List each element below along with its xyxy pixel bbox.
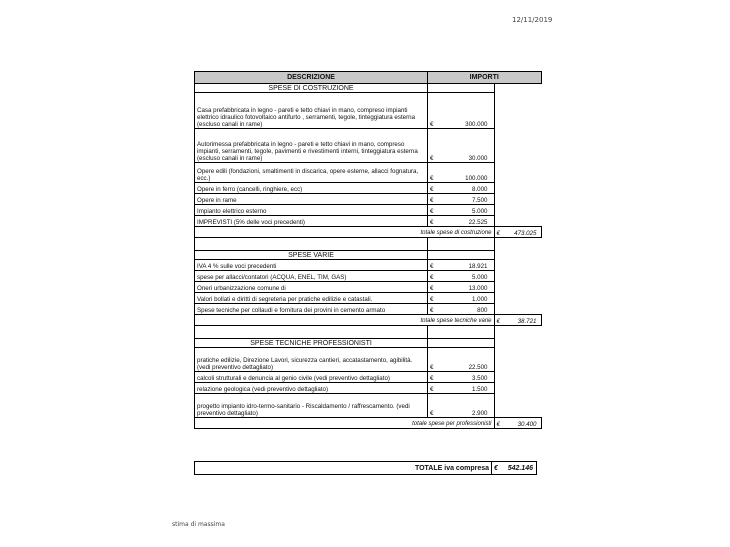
line-item-amount: 3.500 <box>444 372 494 383</box>
line-item-amount: 800 <box>444 304 494 315</box>
line-item-description: Autorimessa prefabbricata in legno - pareti e tetto chiavi in mano, compreso impianti, serramenti, tegole, pavimenti e rivestimenti interni, tinteggiatura esterna (escluso canali in rame) <box>195 129 428 163</box>
section-title-row <box>195 339 542 348</box>
line-item-row <box>195 348 542 372</box>
line-item-row <box>195 304 542 315</box>
empty-cell <box>494 383 541 394</box>
line-item-row <box>195 271 542 282</box>
line-item-row <box>195 163 542 183</box>
line-item-currency: € <box>428 129 445 163</box>
empty-cell <box>494 394 541 418</box>
section-title: SPESE TECNICHE PROFESSIONISTI <box>195 339 428 348</box>
line-item-currency: € <box>428 194 445 205</box>
grand-total-row <box>195 462 537 475</box>
empty-cell <box>494 163 541 183</box>
line-item-description: Oneri urbanizzazione comune di <box>195 282 428 293</box>
section-total-row <box>195 315 542 326</box>
empty-cell <box>494 205 541 216</box>
section-total-label: totale spese di costruzione <box>195 227 495 238</box>
empty-cell <box>494 93 541 129</box>
grand-total-label: TOTALE iva compresa <box>195 462 492 475</box>
section-total-row <box>195 418 542 429</box>
line-item-currency: € <box>428 93 445 129</box>
line-item-row <box>195 282 542 293</box>
spacer-row <box>195 326 542 339</box>
empty-cell <box>494 183 541 194</box>
line-item-row <box>195 129 542 163</box>
spacer-cell <box>494 326 541 339</box>
section-total-currency: € <box>494 315 506 326</box>
section-total-amount: 30.400 <box>506 418 541 429</box>
line-item-amount: 18.921 <box>444 260 494 271</box>
line-item-description: IVA 4 % sulle voci precedenti <box>195 260 428 271</box>
line-item-currency: € <box>428 394 445 418</box>
line-item-description: Opere in rame <box>195 194 428 205</box>
line-item-description: Opere in ferro (cancelli, ringhiere, ecc) <box>195 183 428 194</box>
line-item-currency: € <box>428 205 445 216</box>
line-item-currency: € <box>428 163 445 183</box>
line-item-currency: € <box>428 282 445 293</box>
section-title: SPESE DI COSTRUZIONE <box>195 84 428 93</box>
spacer-cell <box>195 326 428 339</box>
line-item-description: Valori bollati e diritti di segreteria per pratiche edilizie e catastali. <box>195 293 428 304</box>
line-item-currency: € <box>428 348 445 372</box>
line-item-row <box>195 372 542 383</box>
empty-cell <box>494 84 541 93</box>
line-item-row <box>195 93 542 129</box>
line-item-currency: € <box>428 383 445 394</box>
line-item-row <box>195 394 542 418</box>
line-item-amount: 5.000 <box>444 205 494 216</box>
empty-cell <box>494 216 541 227</box>
line-item-description: spese per allacci/contatori (ACQUA, ENEL, TIM, GAS) <box>195 271 428 282</box>
line-item-amount: 13.000 <box>444 282 494 293</box>
line-item-amount: 5.000 <box>444 271 494 282</box>
cost-estimate-table <box>194 71 542 429</box>
line-item-amount: 8.000 <box>444 183 494 194</box>
section-title-row <box>195 251 542 260</box>
section-title: SPESE VARIE <box>195 251 428 260</box>
section-total-amount: 473.025 <box>506 227 541 238</box>
line-item-currency: € <box>428 271 445 282</box>
section-total-label: totale spese tecniche varie <box>195 315 495 326</box>
line-item-amount: 22.525 <box>444 216 494 227</box>
description-header: DESCRIZIONE <box>195 72 428 84</box>
empty-cell <box>494 129 541 163</box>
empty-cell <box>428 251 495 260</box>
spacer-cell <box>428 238 495 251</box>
line-item-description: Opere edili (fondazioni, smaltimenti in discarica, opere esterne, allacci fognatura, ecc.) <box>195 163 428 183</box>
empty-cell <box>494 304 541 315</box>
section-total-amount: 38.721 <box>506 315 541 326</box>
spacer-row <box>195 238 542 251</box>
empty-cell <box>428 84 495 93</box>
line-item-amount: 100.000 <box>444 163 494 183</box>
empty-cell <box>494 271 541 282</box>
line-item-currency: € <box>428 304 445 315</box>
empty-cell <box>428 339 495 348</box>
line-item-currency: € <box>428 183 445 194</box>
line-item-description: Impianto elettrico esterno <box>195 205 428 216</box>
line-item-amount: 30.000 <box>444 129 494 163</box>
empty-cell <box>494 348 541 372</box>
line-item-description: Spese tecniche per collaudi e fornitura dei provini in cemento armato <box>195 304 428 315</box>
footer-note: stima di massima <box>172 521 225 528</box>
line-item-amount: 2.900 <box>444 394 494 418</box>
empty-cell <box>494 372 541 383</box>
grand-total-amount: 542.146 <box>504 462 537 475</box>
empty-cell <box>494 293 541 304</box>
line-item-amount: 1.000 <box>444 293 494 304</box>
section-title-row <box>195 84 542 93</box>
section-total-label: totale spese per professionisti <box>195 418 495 429</box>
line-item-row <box>195 194 542 205</box>
section-total-row <box>195 227 542 238</box>
line-item-currency: € <box>428 260 445 271</box>
empty-cell <box>494 282 541 293</box>
line-item-description: relazione geologica (vedi preventivo dettagliato) <box>195 383 428 394</box>
line-item-row <box>195 293 542 304</box>
header-row <box>195 72 542 84</box>
grand-total-currency: € <box>492 462 504 475</box>
line-item-description: Casa prefabbricata in legno - pareti e tetto chiavi in mano, compreso impianti elettrico idraulico fotovoltaico antifurto , serramenti, tegole, tinteggiatura esterna (escluso canali in rame) <box>195 93 428 129</box>
spacer-cell <box>494 238 541 251</box>
spacer-cell <box>428 326 495 339</box>
line-item-currency: € <box>428 293 445 304</box>
empty-cell <box>494 194 541 205</box>
amounts-header: IMPORTI <box>428 72 542 84</box>
line-item-row <box>195 205 542 216</box>
line-item-row <box>195 183 542 194</box>
line-item-amount: 7.500 <box>444 194 494 205</box>
line-item-amount: 1.500 <box>444 383 494 394</box>
section-total-currency: € <box>494 418 506 429</box>
line-item-currency: € <box>428 372 445 383</box>
line-item-row <box>195 383 542 394</box>
grand-total-table <box>194 461 537 475</box>
section-total-currency: € <box>494 227 506 238</box>
empty-cell <box>494 339 541 348</box>
line-item-row <box>195 260 542 271</box>
line-item-description: pratiche edilizie, Direzione Lavori, sicurezza cantieri, accatastamento, agibilità. (vedi preventivo dettagliato) <box>195 348 428 372</box>
line-item-description: calcoli strutturali e denuncia al genio civile (vedi preventivo dettagliato) <box>195 372 428 383</box>
empty-cell <box>494 251 541 260</box>
spacer-cell <box>195 238 428 251</box>
line-item-amount: 300.000 <box>444 93 494 129</box>
document-date: 12/11/2019 <box>512 16 553 24</box>
line-item-currency: € <box>428 216 445 227</box>
line-item-amount: 22.500 <box>444 348 494 372</box>
empty-cell <box>494 260 541 271</box>
line-item-description: IMPREVISTI (5% delle voci precedenti) <box>195 216 428 227</box>
line-item-row <box>195 216 542 227</box>
line-item-description: progetto impianto idro-termo-sanitario - Riscaldamento / raffrescamento. (vedi preventivo dettagliato) <box>195 394 428 418</box>
